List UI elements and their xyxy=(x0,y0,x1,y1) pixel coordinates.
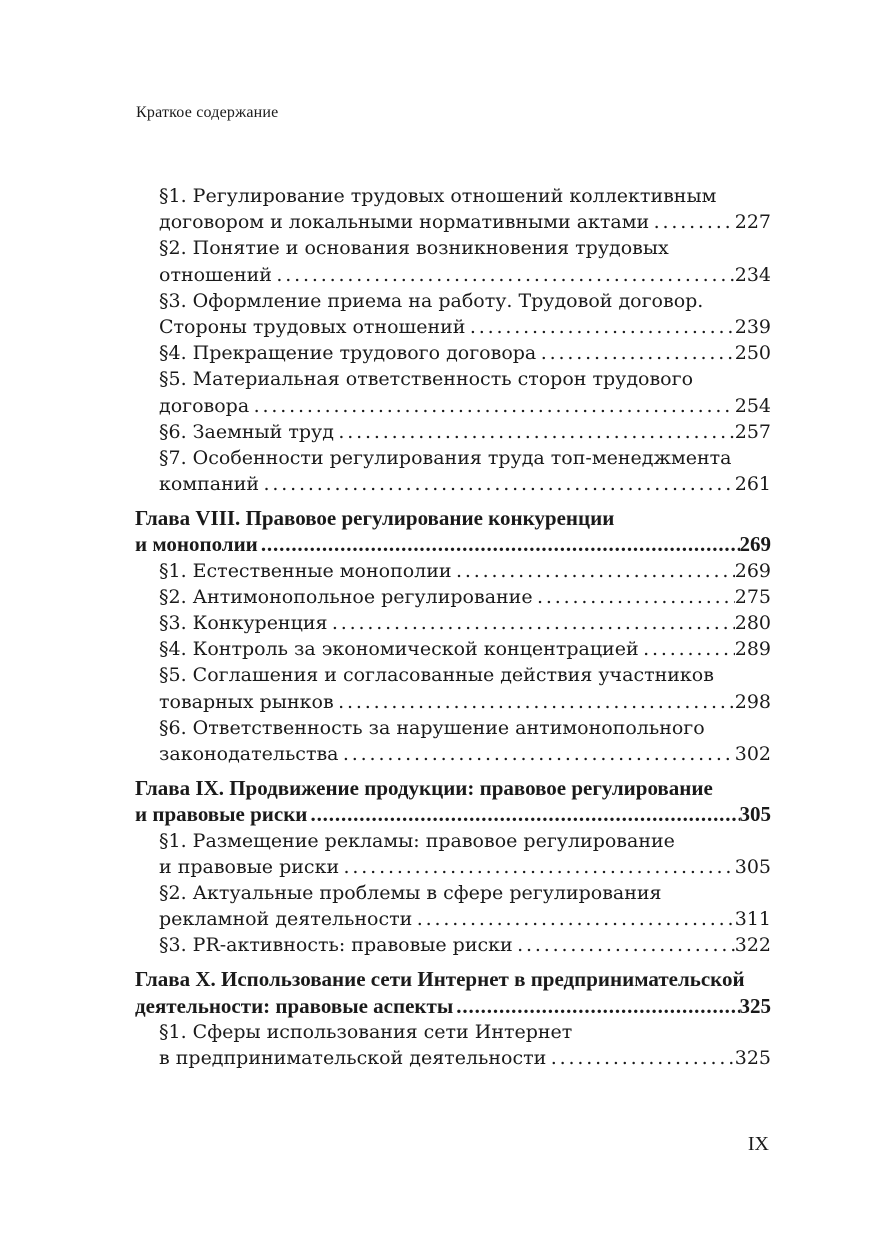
entry-page-number: 280 xyxy=(734,612,771,634)
entry-title-line: §2. Понятие и основания возникновения трудовых xyxy=(159,237,669,260)
entry-page-number: 302 xyxy=(734,742,771,765)
entry-title-line-with-leader: компаний . . . xyxy=(159,471,735,497)
chapter-title-line-with-leader: и монополии . . . xyxy=(135,531,740,557)
entry-title-line-with-leader: рекламной деятельности . . . xyxy=(159,906,735,932)
entry-page-number: 257 xyxy=(734,420,771,443)
toc-section-entry[interactable] xyxy=(135,662,771,714)
entry-title-line-with-leader: договором и локальными нормативными актами . . . xyxy=(159,209,735,235)
entry-page-number: 298 xyxy=(734,690,771,713)
toc-section-entry[interactable] xyxy=(135,880,771,932)
toc-section-entry[interactable] xyxy=(135,419,771,445)
toc-section-entry[interactable] xyxy=(135,932,771,958)
entry-title-line-with-leader: §2. Антимонопольное регулирование . . . xyxy=(159,584,735,610)
entry-page-number: 322 xyxy=(734,934,771,957)
entry-page-number: 275 xyxy=(734,585,771,608)
chapter-title-line-with-leader: и правовые риски . . . xyxy=(135,801,740,827)
toc-section-entry[interactable] xyxy=(135,636,771,662)
chapter-title-line: Глава X. Использование сети Интернет в предпринимательской xyxy=(135,967,745,992)
entry-page-number: 261 xyxy=(734,473,771,496)
entry-title-line: §2. Актуальные проблемы в сфере регулирования xyxy=(159,881,662,904)
entry-page-number: 234 xyxy=(734,263,771,286)
entry-title-line-with-leader: законодательства . . . xyxy=(159,741,735,767)
chapter-page-number: 305 xyxy=(739,802,771,827)
entry-title-line-with-leader: договора . . . xyxy=(159,393,735,419)
table-of-contents xyxy=(135,183,771,1071)
entry-title-line-with-leader: §3. PR-активность: правовые риски . . . xyxy=(159,932,735,958)
entry-title-line: §5. Материальная ответственность сторон трудового xyxy=(159,368,694,391)
toc-section-entry[interactable] xyxy=(135,1019,771,1071)
entry-title-line-with-leader: §4. Контроль за экономической концентрацией . . . xyxy=(159,636,735,662)
toc-section-entry[interactable] xyxy=(135,715,771,767)
page-number: IX xyxy=(747,1133,769,1155)
entry-title-line: §5. Соглашения и согласованные действия участников xyxy=(159,664,714,687)
entry-page-number: 227 xyxy=(734,211,771,234)
toc-section-entry[interactable] xyxy=(135,610,771,636)
entry-title-line: §6. Ответственность за нарушение антимонопольного xyxy=(159,716,705,739)
entry-page-number: 239 xyxy=(734,315,771,338)
toc-section-entry[interactable] xyxy=(135,584,771,610)
toc-section-entry[interactable] xyxy=(135,366,771,418)
entry-page-number: 254 xyxy=(734,394,771,417)
toc-section-entry[interactable] xyxy=(135,340,771,366)
toc-section-entry[interactable] xyxy=(135,183,771,235)
toc-section-entry[interactable] xyxy=(135,828,771,880)
chapter-page-number: 269 xyxy=(739,532,771,557)
entry-title-line-with-leader: §1. Естественные монополии . . . xyxy=(159,558,735,584)
entry-title-line-with-leader: товарных рынков . . . xyxy=(159,689,735,715)
entry-title-line-with-leader: §6. Заемный труд . . . xyxy=(159,419,735,445)
toc-section-entry[interactable] xyxy=(135,558,771,584)
chapter-title-line-with-leader: деятельности: правовые аспекты . . . xyxy=(135,993,740,1019)
entry-page-number: 269 xyxy=(734,559,771,582)
entry-title-line-with-leader: и правовые риски . . . xyxy=(159,854,735,880)
toc-section-entry[interactable] xyxy=(135,288,771,340)
entry-title-line-with-leader: Стороны трудовых отношений . . . xyxy=(159,314,735,340)
toc-chapter-entry[interactable] xyxy=(135,505,771,557)
toc-section-entry[interactable] xyxy=(135,445,771,497)
entry-title-line: §3. Оформление приема на работу. Трудовой договор. xyxy=(159,289,704,312)
entry-title-line: §1. Сферы использования сети Интернет xyxy=(159,1020,573,1043)
entry-page-number: 305 xyxy=(734,855,771,878)
entry-title-line-with-leader: отношений . . . xyxy=(159,262,735,288)
toc-section-entry[interactable] xyxy=(135,235,771,287)
entry-title-line-with-leader: §4. Прекращение трудового договора . . . xyxy=(159,340,735,366)
entry-title-line-with-leader: §3. Конкуренция . . . xyxy=(159,610,735,636)
chapter-page-number: 325 xyxy=(739,993,771,1018)
chapter-title-line: Глава VIII. Правовое регулирование конкуренции xyxy=(135,506,615,531)
chapter-title-line: Глава IX. Продвижение продукции: правовое регулирование xyxy=(135,776,713,801)
running-head: Краткое содержание xyxy=(136,104,279,121)
entry-title-line-with-leader: в предпринимательской деятельности . . . xyxy=(159,1045,735,1071)
entry-page-number: 325 xyxy=(734,1047,771,1069)
entry-page-number: 289 xyxy=(734,638,771,661)
entry-page-number: 250 xyxy=(734,342,771,365)
entry-page-number: 311 xyxy=(734,908,771,931)
entry-title-line: §7. Особенности регулирования труда топ-менеджмента xyxy=(159,446,732,469)
toc-chapter-entry[interactable] xyxy=(135,775,771,827)
toc-chapter-entry[interactable] xyxy=(135,966,771,1018)
entry-title-line: §1. Регулирование трудовых отношений коллективным xyxy=(159,185,717,207)
entry-title-line: §1. Размещение рекламы: правовое регулирование xyxy=(159,829,675,852)
